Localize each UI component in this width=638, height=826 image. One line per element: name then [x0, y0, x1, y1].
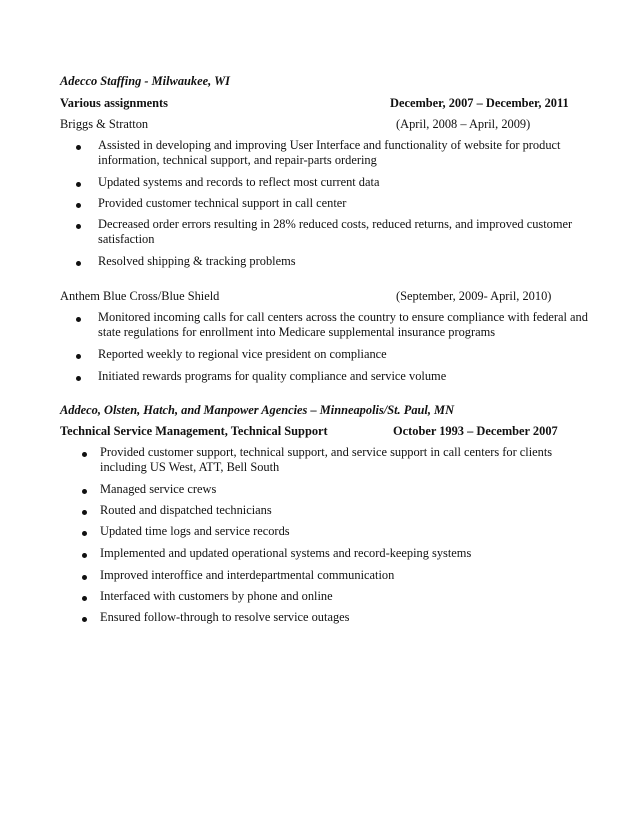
client-dates: (September, 2009- April, 2010): [396, 289, 552, 303]
bullet-text: Routed and dispatched technicians: [100, 503, 272, 517]
job-title: Various assignments: [60, 96, 168, 110]
company-heading: Addeco, Olsten, Hatch, and Manpower Agencies – Minneapolis/St. Paul, MN: [60, 403, 455, 417]
bullet-text: Updated time logs and service records: [100, 524, 290, 538]
bullet-icon: [82, 617, 87, 622]
bullet-text: Monitored incoming calls for call centers across the country to ensure compliance with federal and state regulations for enrollment into Medicare supplemental insurance programs: [98, 310, 588, 339]
bullet-text: Interfaced with customers by phone and online: [100, 589, 333, 603]
bullet-icon: [82, 489, 87, 494]
bullet-text: Reported weekly to regional vice president on compliance: [98, 347, 387, 361]
bullet-icon: [76, 145, 81, 150]
bullet-text: Managed service crews: [100, 482, 217, 496]
bullet-text: Implemented and updated operational systems and record-keeping systems: [100, 546, 472, 560]
bullet-icon: [76, 203, 81, 208]
bullet-text: Assisted in developing and improving User Interface and functionality of website for product information, technical support, and repair-parts ordering: [98, 138, 561, 167]
bullet-text: Provided customer support, technical support, and service support in call centers for clients including US West, ATT, Bell South: [100, 445, 553, 474]
job-title: Technical Service Management, Technical Support: [60, 424, 328, 438]
bullet-text: Decreased order errors resulting in 28% reduced costs, reduced returns, and improved customer satisfaction: [98, 217, 573, 246]
bullet-icon: [76, 354, 81, 359]
company-heading: Adecco Staffing - Milwaukee, WI: [60, 74, 230, 88]
bullet-text: Initiated rewards programs for quality compliance and service volume: [98, 369, 447, 383]
bullet-text: Provided customer technical support in call center: [98, 196, 347, 210]
bullet-icon: [82, 553, 87, 558]
bullet-icon: [76, 376, 81, 381]
bullet-icon: [76, 261, 81, 266]
bullet-text: Resolved shipping & tracking problems: [98, 254, 296, 268]
bullet-icon: [82, 510, 87, 515]
bullet-text: Ensured follow-through to resolve service outages: [100, 610, 350, 624]
client-name: Briggs & Stratton: [60, 117, 149, 131]
bullet-icon: [76, 224, 81, 229]
bullet-icon: [82, 596, 87, 601]
bullet-text: Updated systems and records to reflect most current data: [98, 175, 380, 189]
job-dates: December, 2007 – December, 2011: [390, 96, 569, 110]
bullet-icon: [82, 452, 87, 457]
bullet-text: Improved interoffice and interdepartmental communication: [100, 568, 395, 582]
job-dates: October 1993 – December 2007: [393, 424, 558, 438]
bullet-icon: [76, 317, 81, 322]
bullet-icon: [82, 531, 87, 536]
client-name: Anthem Blue Cross/Blue Shield: [60, 289, 220, 303]
client-dates: (April, 2008 – April, 2009): [396, 117, 531, 131]
bullet-icon: [76, 182, 81, 187]
bullet-icon: [82, 575, 87, 580]
